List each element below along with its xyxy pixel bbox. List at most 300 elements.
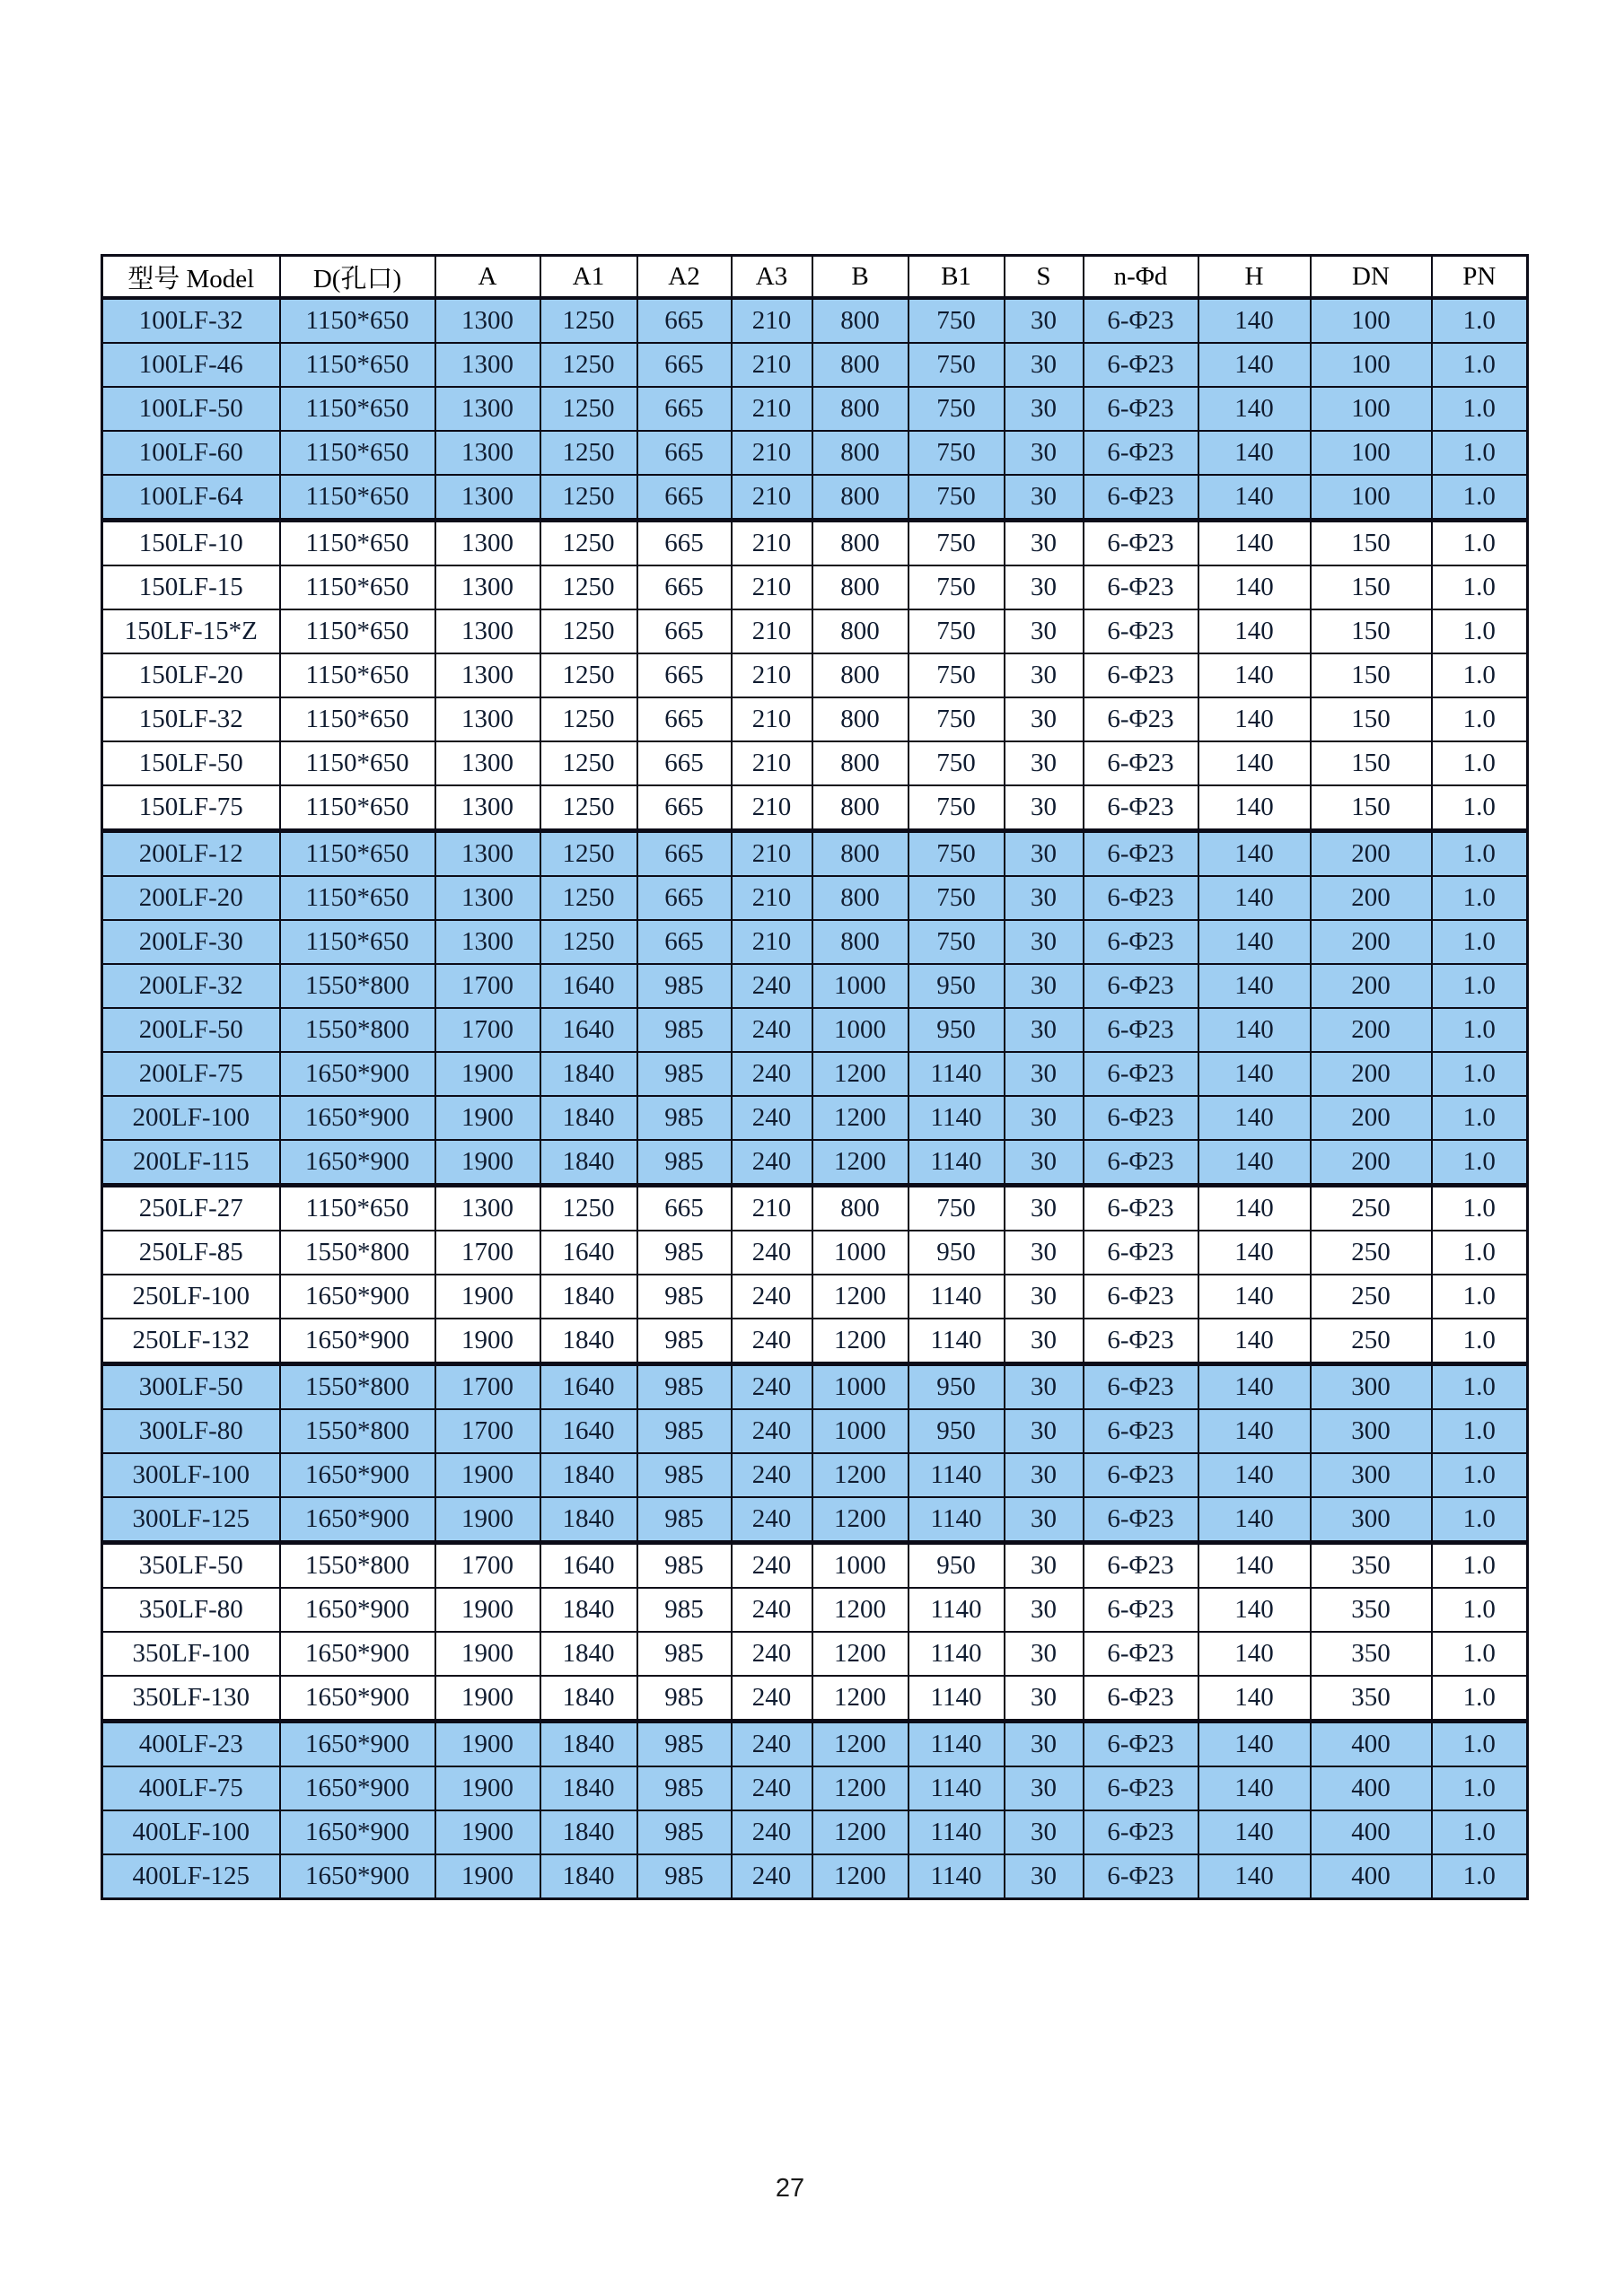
cell: 400LF-125 bbox=[102, 1854, 280, 1899]
cell: 750 bbox=[909, 697, 1005, 741]
cell: 1300 bbox=[435, 521, 540, 566]
cell: 6-Φ23 bbox=[1084, 876, 1198, 920]
cell: 140 bbox=[1198, 1052, 1311, 1096]
cell: 150LF-50 bbox=[102, 741, 280, 785]
cell: 6-Φ23 bbox=[1084, 1364, 1198, 1410]
table-row bbox=[102, 1409, 1528, 1453]
cell: 30 bbox=[1005, 387, 1084, 431]
cell: 985 bbox=[637, 1676, 732, 1722]
cell: 1640 bbox=[540, 1409, 637, 1453]
cell: 100 bbox=[1311, 343, 1432, 387]
cell: 985 bbox=[637, 1766, 732, 1810]
cell: 400LF-75 bbox=[102, 1766, 280, 1810]
cell: 210 bbox=[732, 521, 812, 566]
cell: 6-Φ23 bbox=[1084, 1275, 1198, 1319]
cell: 665 bbox=[637, 475, 732, 521]
cell: 985 bbox=[637, 1364, 732, 1410]
cell: 150LF-20 bbox=[102, 653, 280, 697]
column-header: H bbox=[1198, 256, 1311, 299]
cell: 210 bbox=[732, 741, 812, 785]
table-row bbox=[102, 1275, 1528, 1319]
cell: 1150*650 bbox=[280, 521, 435, 566]
cell: 140 bbox=[1198, 387, 1311, 431]
cell: 1900 bbox=[435, 1676, 540, 1722]
column-header: A2 bbox=[637, 256, 732, 299]
cell: 1140 bbox=[909, 1854, 1005, 1899]
cell: 30 bbox=[1005, 1275, 1084, 1319]
cell: 1840 bbox=[540, 1052, 637, 1096]
cell: 1150*650 bbox=[280, 609, 435, 653]
cell: 1140 bbox=[909, 1632, 1005, 1676]
table-row bbox=[102, 1319, 1528, 1364]
cell: 1.0 bbox=[1432, 653, 1528, 697]
cell: 1900 bbox=[435, 1632, 540, 1676]
cell: 1700 bbox=[435, 1543, 540, 1589]
cell: 1150*650 bbox=[280, 387, 435, 431]
cell: 1140 bbox=[909, 1810, 1005, 1854]
cell: 240 bbox=[732, 1497, 812, 1543]
cell: 6-Φ23 bbox=[1084, 1497, 1198, 1543]
cell: 1200 bbox=[812, 1722, 909, 1767]
cell: 1000 bbox=[812, 1008, 909, 1052]
cell: 750 bbox=[909, 387, 1005, 431]
cell: 1.0 bbox=[1432, 1186, 1528, 1231]
cell: 210 bbox=[732, 387, 812, 431]
cell: 350LF-80 bbox=[102, 1588, 280, 1632]
cell: 1550*800 bbox=[280, 1231, 435, 1275]
cell: 1.0 bbox=[1432, 343, 1528, 387]
cell: 140 bbox=[1198, 653, 1311, 697]
cell: 1250 bbox=[540, 653, 637, 697]
cell: 1150*650 bbox=[280, 653, 435, 697]
table-row bbox=[102, 1140, 1528, 1186]
cell: 6-Φ23 bbox=[1084, 343, 1198, 387]
cell: 1.0 bbox=[1432, 1275, 1528, 1319]
table-row bbox=[102, 1543, 1528, 1589]
cell: 140 bbox=[1198, 1275, 1311, 1319]
cell: 1200 bbox=[812, 1319, 909, 1364]
cell: 210 bbox=[732, 298, 812, 343]
cell: 1250 bbox=[540, 387, 637, 431]
cell: 800 bbox=[812, 1186, 909, 1231]
cell: 1300 bbox=[435, 920, 540, 964]
cell: 1140 bbox=[909, 1766, 1005, 1810]
table-row bbox=[102, 1766, 1528, 1810]
cell: 200LF-100 bbox=[102, 1096, 280, 1140]
cell: 6-Φ23 bbox=[1084, 521, 1198, 566]
cell: 30 bbox=[1005, 609, 1084, 653]
cell: 1.0 bbox=[1432, 1676, 1528, 1722]
cell: 1000 bbox=[812, 1364, 909, 1410]
cell: 1250 bbox=[540, 343, 637, 387]
cell: 1.0 bbox=[1432, 1722, 1528, 1767]
cell: 1.0 bbox=[1432, 1231, 1528, 1275]
cell: 1200 bbox=[812, 1497, 909, 1543]
cell: 1.0 bbox=[1432, 741, 1528, 785]
cell: 400 bbox=[1311, 1766, 1432, 1810]
cell: 6-Φ23 bbox=[1084, 475, 1198, 521]
cell: 140 bbox=[1198, 1497, 1311, 1543]
table-row bbox=[102, 785, 1528, 831]
table-row bbox=[102, 298, 1528, 343]
table-row bbox=[102, 565, 1528, 609]
column-header: S bbox=[1005, 256, 1084, 299]
cell: 1300 bbox=[435, 343, 540, 387]
cell: 1200 bbox=[812, 1453, 909, 1497]
cell: 140 bbox=[1198, 343, 1311, 387]
cell: 30 bbox=[1005, 1231, 1084, 1275]
cell: 200 bbox=[1311, 876, 1432, 920]
table-row bbox=[102, 1453, 1528, 1497]
cell: 1200 bbox=[812, 1275, 909, 1319]
table-row bbox=[102, 1676, 1528, 1722]
cell: 6-Φ23 bbox=[1084, 387, 1198, 431]
cell: 6-Φ23 bbox=[1084, 1676, 1198, 1722]
cell: 1.0 bbox=[1432, 1096, 1528, 1140]
cell: 1.0 bbox=[1432, 1052, 1528, 1096]
cell: 1.0 bbox=[1432, 1632, 1528, 1676]
cell: 140 bbox=[1198, 298, 1311, 343]
cell: 750 bbox=[909, 521, 1005, 566]
cell: 210 bbox=[732, 831, 812, 877]
cell: 240 bbox=[732, 1543, 812, 1589]
table-row bbox=[102, 1096, 1528, 1140]
cell: 6-Φ23 bbox=[1084, 1854, 1198, 1899]
cell: 140 bbox=[1198, 785, 1311, 831]
cell: 1150*650 bbox=[280, 343, 435, 387]
table-row bbox=[102, 831, 1528, 877]
cell: 985 bbox=[637, 1140, 732, 1186]
cell: 985 bbox=[637, 1453, 732, 1497]
column-header: D(孔口) bbox=[280, 256, 435, 299]
cell: 1150*650 bbox=[280, 431, 435, 475]
cell: 240 bbox=[732, 1722, 812, 1767]
cell: 985 bbox=[637, 1632, 732, 1676]
cell: 665 bbox=[637, 1186, 732, 1231]
cell: 210 bbox=[732, 431, 812, 475]
table-row bbox=[102, 1722, 1528, 1767]
cell: 1.0 bbox=[1432, 1766, 1528, 1810]
cell: 1300 bbox=[435, 298, 540, 343]
cell: 240 bbox=[732, 1052, 812, 1096]
cell: 100LF-46 bbox=[102, 343, 280, 387]
cell: 150LF-15 bbox=[102, 565, 280, 609]
cell: 200 bbox=[1311, 1008, 1432, 1052]
table-row bbox=[102, 475, 1528, 521]
cell: 1650*900 bbox=[280, 1588, 435, 1632]
cell: 1140 bbox=[909, 1319, 1005, 1364]
column-header: A3 bbox=[732, 256, 812, 299]
cell: 30 bbox=[1005, 653, 1084, 697]
cell: 950 bbox=[909, 964, 1005, 1008]
column-header: DN bbox=[1311, 256, 1432, 299]
cell: 1700 bbox=[435, 1008, 540, 1052]
cell: 1000 bbox=[812, 1543, 909, 1589]
cell: 30 bbox=[1005, 964, 1084, 1008]
cell: 6-Φ23 bbox=[1084, 1810, 1198, 1854]
cell: 240 bbox=[732, 1854, 812, 1899]
cell: 1300 bbox=[435, 653, 540, 697]
cell: 1.0 bbox=[1432, 697, 1528, 741]
cell: 1250 bbox=[540, 920, 637, 964]
cell: 100LF-50 bbox=[102, 387, 280, 431]
cell: 6-Φ23 bbox=[1084, 1588, 1198, 1632]
cell: 250 bbox=[1311, 1186, 1432, 1231]
cell: 210 bbox=[732, 343, 812, 387]
cell: 6-Φ23 bbox=[1084, 697, 1198, 741]
cell: 1300 bbox=[435, 609, 540, 653]
cell: 1200 bbox=[812, 1676, 909, 1722]
cell: 140 bbox=[1198, 1766, 1311, 1810]
cell: 1150*650 bbox=[280, 785, 435, 831]
table-row bbox=[102, 876, 1528, 920]
table-row bbox=[102, 697, 1528, 741]
cell: 30 bbox=[1005, 1096, 1084, 1140]
cell: 950 bbox=[909, 1543, 1005, 1589]
cell: 1900 bbox=[435, 1140, 540, 1186]
cell: 300LF-100 bbox=[102, 1453, 280, 1497]
table-row bbox=[102, 343, 1528, 387]
cell: 1900 bbox=[435, 1052, 540, 1096]
cell: 750 bbox=[909, 741, 1005, 785]
table-row bbox=[102, 1052, 1528, 1096]
table-row bbox=[102, 1810, 1528, 1854]
cell: 200 bbox=[1311, 1052, 1432, 1096]
cell: 30 bbox=[1005, 298, 1084, 343]
cell: 6-Φ23 bbox=[1084, 1186, 1198, 1231]
cell: 240 bbox=[732, 1632, 812, 1676]
cell: 1300 bbox=[435, 831, 540, 877]
cell: 665 bbox=[637, 920, 732, 964]
cell: 100 bbox=[1311, 431, 1432, 475]
cell: 30 bbox=[1005, 1319, 1084, 1364]
cell: 6-Φ23 bbox=[1084, 1766, 1198, 1810]
cell: 985 bbox=[637, 1096, 732, 1140]
cell: 30 bbox=[1005, 1364, 1084, 1410]
cell: 140 bbox=[1198, 1231, 1311, 1275]
cell: 1140 bbox=[909, 1052, 1005, 1096]
cell: 240 bbox=[732, 1008, 812, 1052]
cell: 1900 bbox=[435, 1766, 540, 1810]
cell: 150 bbox=[1311, 565, 1432, 609]
cell: 800 bbox=[812, 609, 909, 653]
table-row bbox=[102, 1364, 1528, 1410]
cell: 140 bbox=[1198, 920, 1311, 964]
table-row bbox=[102, 1588, 1528, 1632]
table-row bbox=[102, 1497, 1528, 1543]
column-header: A1 bbox=[540, 256, 637, 299]
cell: 800 bbox=[812, 876, 909, 920]
cell: 100 bbox=[1311, 475, 1432, 521]
cell: 985 bbox=[637, 964, 732, 1008]
cell: 300 bbox=[1311, 1453, 1432, 1497]
cell: 6-Φ23 bbox=[1084, 565, 1198, 609]
cell: 140 bbox=[1198, 1543, 1311, 1589]
table-row bbox=[102, 1854, 1528, 1899]
cell: 150LF-10 bbox=[102, 521, 280, 566]
cell: 1000 bbox=[812, 1231, 909, 1275]
cell: 1.0 bbox=[1432, 1497, 1528, 1543]
cell: 30 bbox=[1005, 1632, 1084, 1676]
cell: 750 bbox=[909, 1186, 1005, 1231]
cell: 200LF-20 bbox=[102, 876, 280, 920]
table-row bbox=[102, 1632, 1528, 1676]
cell: 1640 bbox=[540, 1364, 637, 1410]
cell: 1300 bbox=[435, 741, 540, 785]
cell: 240 bbox=[732, 1588, 812, 1632]
cell: 100LF-60 bbox=[102, 431, 280, 475]
cell: 200LF-30 bbox=[102, 920, 280, 964]
table-row bbox=[102, 1008, 1528, 1052]
cell: 665 bbox=[637, 431, 732, 475]
cell: 1640 bbox=[540, 1231, 637, 1275]
cell: 1300 bbox=[435, 431, 540, 475]
cell: 1700 bbox=[435, 1231, 540, 1275]
cell: 140 bbox=[1198, 1588, 1311, 1632]
cell: 950 bbox=[909, 1409, 1005, 1453]
cell: 1840 bbox=[540, 1588, 637, 1632]
cell: 985 bbox=[637, 1275, 732, 1319]
column-header: A bbox=[435, 256, 540, 299]
cell: 140 bbox=[1198, 609, 1311, 653]
cell: 200 bbox=[1311, 1140, 1432, 1186]
cell: 1650*900 bbox=[280, 1319, 435, 1364]
cell: 6-Φ23 bbox=[1084, 1008, 1198, 1052]
table-row bbox=[102, 1186, 1528, 1231]
cell: 400 bbox=[1311, 1810, 1432, 1854]
cell: 240 bbox=[732, 1319, 812, 1364]
cell: 985 bbox=[637, 1008, 732, 1052]
cell: 1550*800 bbox=[280, 1364, 435, 1410]
cell: 1250 bbox=[540, 298, 637, 343]
cell: 250 bbox=[1311, 1231, 1432, 1275]
cell: 1650*900 bbox=[280, 1052, 435, 1096]
cell: 30 bbox=[1005, 831, 1084, 877]
cell: 800 bbox=[812, 653, 909, 697]
cell: 950 bbox=[909, 1008, 1005, 1052]
cell: 750 bbox=[909, 343, 1005, 387]
cell: 1.0 bbox=[1432, 1140, 1528, 1186]
cell: 665 bbox=[637, 876, 732, 920]
cell: 30 bbox=[1005, 1676, 1084, 1722]
cell: 6-Φ23 bbox=[1084, 1409, 1198, 1453]
cell: 140 bbox=[1198, 565, 1311, 609]
cell: 985 bbox=[637, 1052, 732, 1096]
cell: 750 bbox=[909, 475, 1005, 521]
cell: 665 bbox=[637, 653, 732, 697]
cell: 985 bbox=[637, 1722, 732, 1767]
cell: 1550*800 bbox=[280, 964, 435, 1008]
cell: 250 bbox=[1311, 1319, 1432, 1364]
cell: 1200 bbox=[812, 1854, 909, 1899]
cell: 665 bbox=[637, 343, 732, 387]
cell: 1300 bbox=[435, 1186, 540, 1231]
cell: 30 bbox=[1005, 697, 1084, 741]
cell: 140 bbox=[1198, 1854, 1311, 1899]
cell: 1550*800 bbox=[280, 1409, 435, 1453]
cell: 950 bbox=[909, 1364, 1005, 1410]
cell: 140 bbox=[1198, 831, 1311, 877]
cell: 6-Φ23 bbox=[1084, 964, 1198, 1008]
cell: 1300 bbox=[435, 876, 540, 920]
cell: 240 bbox=[732, 1409, 812, 1453]
table-row bbox=[102, 1231, 1528, 1275]
cell: 985 bbox=[637, 1588, 732, 1632]
cell: 1140 bbox=[909, 1140, 1005, 1186]
cell: 800 bbox=[812, 831, 909, 877]
cell: 1650*900 bbox=[280, 1722, 435, 1767]
cell: 1200 bbox=[812, 1096, 909, 1140]
cell: 140 bbox=[1198, 1632, 1311, 1676]
cell: 210 bbox=[732, 1186, 812, 1231]
table-row bbox=[102, 431, 1528, 475]
cell: 150LF-15*Z bbox=[102, 609, 280, 653]
cell: 1250 bbox=[540, 876, 637, 920]
cell: 300LF-50 bbox=[102, 1364, 280, 1410]
cell: 1840 bbox=[540, 1854, 637, 1899]
cell: 350 bbox=[1311, 1632, 1432, 1676]
cell: 140 bbox=[1198, 1810, 1311, 1854]
cell: 800 bbox=[812, 431, 909, 475]
column-header: PN bbox=[1432, 256, 1528, 299]
cell: 30 bbox=[1005, 475, 1084, 521]
cell: 30 bbox=[1005, 785, 1084, 831]
cell: 1250 bbox=[540, 431, 637, 475]
cell: 1.0 bbox=[1432, 1008, 1528, 1052]
cell: 350LF-100 bbox=[102, 1632, 280, 1676]
cell: 350 bbox=[1311, 1588, 1432, 1632]
cell: 985 bbox=[637, 1319, 732, 1364]
cell: 400 bbox=[1311, 1722, 1432, 1767]
cell: 1840 bbox=[540, 1275, 637, 1319]
cell: 140 bbox=[1198, 876, 1311, 920]
cell: 1.0 bbox=[1432, 387, 1528, 431]
cell: 800 bbox=[812, 741, 909, 785]
cell: 1840 bbox=[540, 1810, 637, 1854]
cell: 30 bbox=[1005, 741, 1084, 785]
cell: 300LF-80 bbox=[102, 1409, 280, 1453]
cell: 1250 bbox=[540, 785, 637, 831]
cell: 1200 bbox=[812, 1588, 909, 1632]
cell: 6-Φ23 bbox=[1084, 1140, 1198, 1186]
cell: 240 bbox=[732, 1231, 812, 1275]
cell: 985 bbox=[637, 1810, 732, 1854]
cell: 800 bbox=[812, 785, 909, 831]
cell: 6-Φ23 bbox=[1084, 741, 1198, 785]
cell: 200LF-32 bbox=[102, 964, 280, 1008]
cell: 1640 bbox=[540, 964, 637, 1008]
cell: 100LF-64 bbox=[102, 475, 280, 521]
cell: 800 bbox=[812, 697, 909, 741]
cell: 1150*650 bbox=[280, 831, 435, 877]
cell: 1840 bbox=[540, 1497, 637, 1543]
cell: 1.0 bbox=[1432, 1588, 1528, 1632]
cell: 150 bbox=[1311, 521, 1432, 566]
cell: 800 bbox=[812, 298, 909, 343]
cell: 1140 bbox=[909, 1722, 1005, 1767]
cell: 240 bbox=[732, 1096, 812, 1140]
cell: 1250 bbox=[540, 475, 637, 521]
cell: 1150*650 bbox=[280, 697, 435, 741]
cell: 30 bbox=[1005, 1810, 1084, 1854]
cell: 1700 bbox=[435, 1409, 540, 1453]
cell: 1550*800 bbox=[280, 1543, 435, 1589]
cell: 665 bbox=[637, 521, 732, 566]
cell: 1900 bbox=[435, 1854, 540, 1899]
cell: 140 bbox=[1198, 475, 1311, 521]
cell: 350 bbox=[1311, 1543, 1432, 1589]
table-row bbox=[102, 387, 1528, 431]
